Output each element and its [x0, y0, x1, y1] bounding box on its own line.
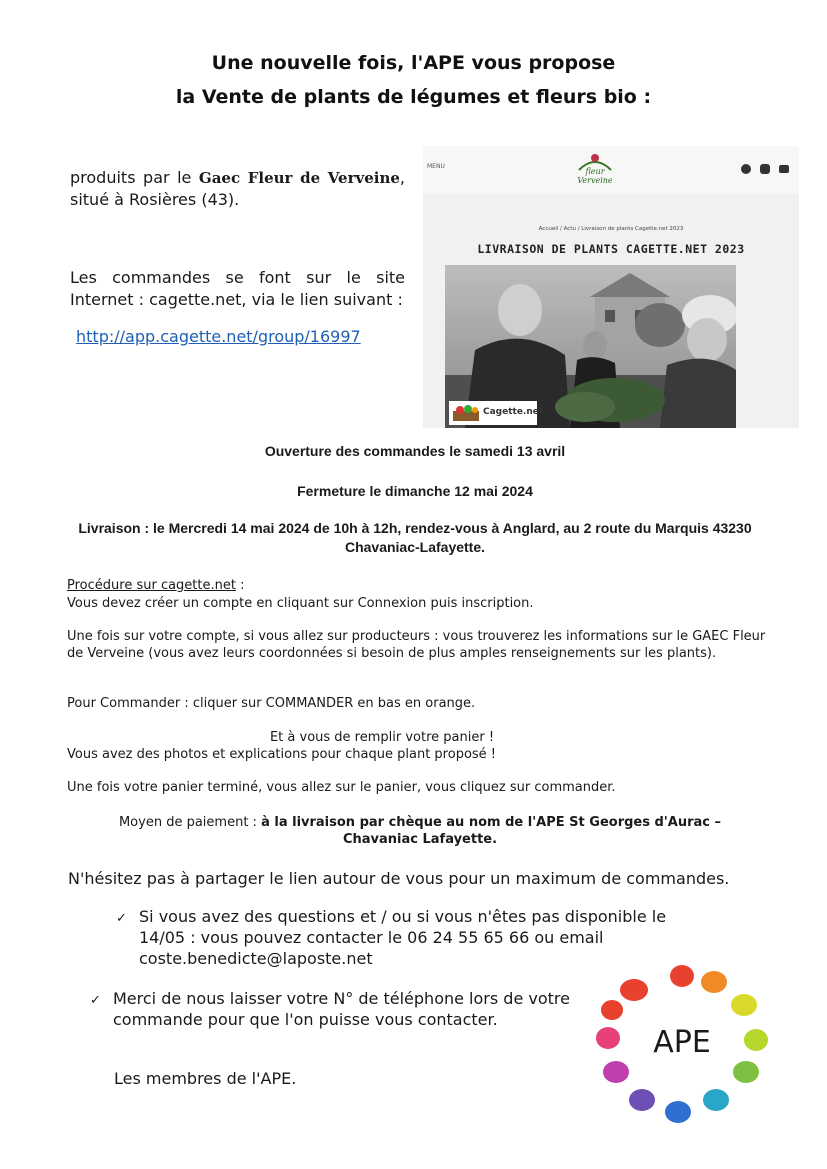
ape-hands-logo	[594, 960, 770, 1126]
payment-method: à la livraison par chèque au nom de l'APE St Georges d'Aurac – Chavaniac Lafayette.	[261, 815, 722, 847]
checklist-item-phone	[90, 988, 590, 1030]
facebook-icon[interactable]	[741, 164, 751, 174]
payment-info	[80, 814, 760, 848]
delivery-info: Livraison : le Mercredi 14 mai 2024 de 10h à 12h, rendez-vous à Anglard, au 2 route du Marquis 43230 Chavaniac-Lafayette.	[78, 520, 752, 555]
opening-date: Ouverture des commandes le samedi 13 avril	[264, 443, 566, 459]
procedure-photos: Vous avez des photos et explications pour chaque plant proposé !	[67, 747, 497, 762]
cagette-badge	[449, 401, 544, 425]
checklist-text-phone: Merci de nous laisser votre N° de téléphone lors de votre commande pour que l'on puisse vous contacter.	[113, 989, 570, 1029]
cagette-article-screenshot	[423, 146, 799, 428]
website-breadcrumb: Accueil / Actu / Livraison de plants Cagette.net 2023	[538, 226, 684, 232]
mail-icon[interactable]	[779, 165, 789, 173]
signature: Les membres de l'APE.	[114, 1069, 297, 1088]
svg-text:Verveine: Verveine	[577, 176, 613, 185]
procedure-checkout: Une fois votre panier terminé, vous allez sur le panier, vous cliquez sur commander.	[67, 780, 616, 795]
check-icon: ✓	[116, 911, 127, 926]
procedure-fill-basket: Et à vous de remplir votre panier !	[269, 730, 495, 745]
website-article-title: LIVRAISON DE PLANTS CAGETTE.NET 2023	[477, 242, 745, 256]
procedure-heading	[67, 577, 767, 594]
orders-text: Les commandes se font sur le site Internet : cagette.net, via le lien suivant :	[70, 268, 405, 309]
svg-text:fleur: fleur	[585, 167, 605, 176]
procedure-step-account: Vous devez créer un compte en cliquant sur Connexion puis inscription.	[67, 596, 534, 611]
producer-text	[70, 167, 405, 211]
procedure-step-producers: Une fois sur votre compte, si vous allez sur producteurs : vous trouverez les informations sur le GAEC Fleur de Verveine (vous avez leurs coordonnées si besoin de plus amples renseignements sur les plants).	[67, 629, 766, 661]
procedure-step-order: Pour Commander : cliquer sur COMMANDER en bas en orange.	[67, 696, 476, 711]
share-message: N'hésitez pas à partager le lien autour de vous pour un maximum de commandes.	[68, 869, 730, 888]
menu-label: MENU	[427, 163, 445, 170]
website-header	[423, 146, 799, 194]
page-title-line-1: Une nouvelle fois, l'APE vous propose	[211, 52, 616, 74]
closing-date: Fermeture le dimanche 12 mai 2024	[297, 483, 533, 499]
producer-prefix: produits par le	[70, 168, 199, 187]
checklist-text-questions: Si vous avez des questions et / ou si vous n'êtes pas disponible le 14/05 : vous pouvez contacter le 06 24 55 65 66 ou email coste.benedicte@laposte.net	[139, 907, 667, 968]
page-title-line-2: la Vente de plants de légumes et fleurs bio :	[175, 86, 652, 108]
cagette-group-link[interactable]: http://app.cagette.net/group/16997	[76, 327, 361, 346]
cagette-badge-label: Cagette.net	[483, 407, 544, 417]
ape-logo-text: APE	[653, 1025, 711, 1060]
instagram-icon[interactable]	[760, 164, 770, 174]
crate-icon	[451, 403, 481, 423]
payment-label: Moyen de paiement :	[118, 815, 262, 830]
producer-name: Gaec Fleur de Verveine	[198, 169, 400, 187]
procedure-heading-colon: :	[235, 578, 245, 593]
producer-suffix: , situé à Rosières (43).	[70, 168, 406, 209]
fleur-de-verveine-logo	[573, 152, 617, 186]
check-icon: ✓	[90, 993, 101, 1008]
procedure-heading-text: Procédure sur cagette.net	[67, 578, 236, 593]
